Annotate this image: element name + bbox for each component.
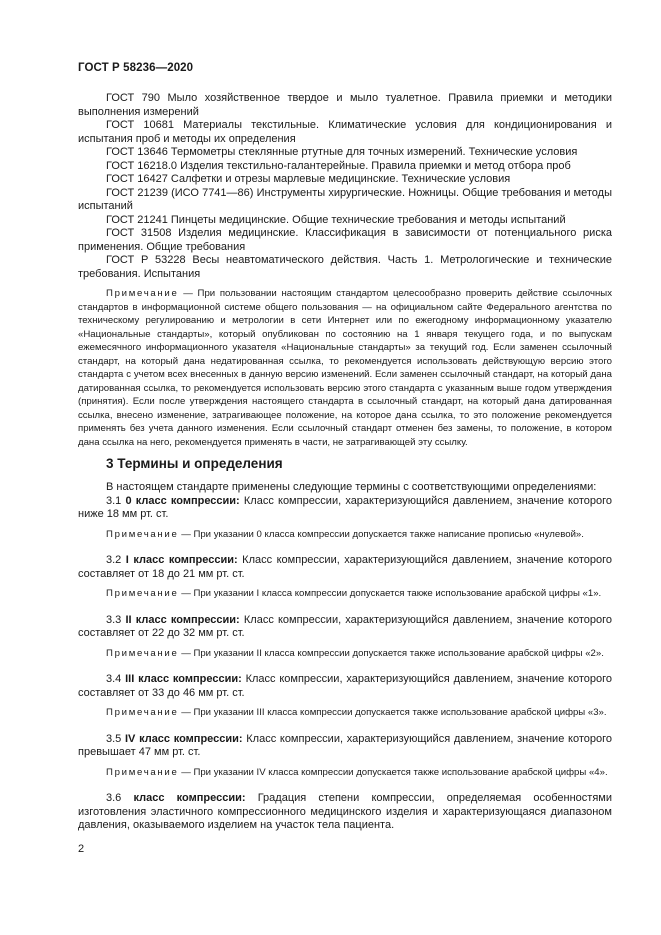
term-number: 3.2 [106,554,126,566]
note-text: — При пользовании настоящим стандартом целесообразно проверить действие ссылочных стандартов в информационной системе общего пользования — на официальном сайте Федерального агентства по техническому регулированию и метрологии в сети Интернет или по ежегодному информационному указателю «Национальные стандарты», который опубликован по состоянию на 1 января текущего года, и по выпускам ежемесячного информационного указателя «Национальные стандарты» за текущий год. Если заменен ссылочный стандарт, на который дана недатированная ссылка, то рекомендуется использовать действующую версию этого стандарта с учетом всех внесенных в данную версию изменений. Если заменен ссылочный стандарт, на который дана датированная ссылка, то рекомендуется использовать версию этого стандарта с указанным выше годом утверждения (принятия). Если после утверждения настоящего стандарта в ссылочный стандарт, на который дана датированная ссылка, внесено изменение, затрагивающее положение, на которое дана ссылка, то это положение рекомендуется применять без учета данного изменения. Если ссылочный стандарт отменен без замены, то положение, в котором дана ссылка на него, рекомендуется применять в части, не затрагивающей эту ссылку. [78,288,612,448]
term-name: II класс компрессии: [125,613,240,626]
note-text: — При указании I класса компрессии допускается также использование арабской цифры «1». [178,588,602,599]
note-text: — При указании III класса компрессии допускается также использование арабской цифры «3». [178,707,607,718]
reference-item: ГОСТ 31508 Изделия медицинские. Классификация в зависимости от потенциального риска применения. Общие требования [78,227,612,253]
term-number: 3.5 [106,732,125,745]
term-definition: Класс компрессии, характеризующийся давлением, значение которого ниже 18 мм рт. ст. [78,494,612,520]
term-note [78,528,612,542]
reference-item: ГОСТ 790 Мыло хозяйственное твердое и мыло туалетное. Правила приемки и методики выполнения измерений [78,92,612,118]
term-note [78,587,612,601]
term-name: класс компрессии: [133,792,246,804]
term-definition: Класс компрессии, характеризующийся давлением, значение которого составляет от 18 до 21 мм рт. ст. [78,554,612,580]
references-note [78,287,612,449]
note-text: — При указании II класса компрессии допускается также использование арабской цифры «2». [178,647,604,659]
reference-item: ГОСТ 13646 Термометры стеклянные ртутные для точных измерений. Технические условия [106,146,578,158]
reference-item: ГОСТ 21239 (ИСО 7741—86) Инструменты хирургические. Ножницы. Общие требования и методы испытаний [78,186,612,212]
note-label: Примечание [106,288,179,299]
note-label: Примечание [106,707,179,718]
term-definition: Класс компрессии, характеризующийся давлением, значение которого составляет от 22 до 32 мм рт. ст. [78,613,612,639]
document-header: ГОСТ Р 58236—2020 [78,62,194,74]
term-name: III класс компрессии: [125,673,242,685]
note-label: Примечание [106,588,179,599]
section-intro: В настоящем стандарте применены следующие термины с соответствующими определениями: [106,481,597,493]
reference-item: ГОСТ 16427 Салфетки и отрезы марлевые медицинские. Технические условия [106,173,511,185]
page-number: 2 [78,843,85,855]
note-text: — При указании 0 класса компрессии допускается также написание прописью «нулевой». [178,528,584,540]
term-number: 3.3 [106,613,126,626]
reference-item: ГОСТ 21241 Пинцеты медицинские. Общие технические требования и методы испытаний [106,213,566,226]
term-number: 3.1 [106,494,126,507]
term-number: 3.6 [106,792,134,804]
note-text: — При указании IV класса компрессии допускается также использование арабской цифры «4». [178,766,608,778]
note-label: Примечание [106,647,179,659]
section-title: 3 Термины и определения [106,456,283,471]
term-entry [78,673,612,700]
term-note [78,766,612,780]
note-label: Примечание [106,766,179,778]
term-entry [78,733,612,760]
term-note [78,647,612,661]
reference-item: ГОСТ 10681 Материалы текстильные. Климатические условия для кондиционирования и испытания проб и методы их определения [78,119,612,145]
term-name: I класс компрессии: [125,554,238,566]
term-name: 0 класс компрессии: [125,494,240,507]
term-name: IV класс компрессии: [124,732,243,745]
term-entry [78,614,612,641]
term-entry [78,554,612,581]
reference-item: ГОСТ Р 53228 Весы неавтоматического действия. Часть 1. Метрологические и технические требования. Испытания [78,254,612,280]
reference-item: ГОСТ 16218.0 Изделия текстильно-галантерейные. Правила приемки и метод отбора проб [106,159,571,172]
note-label: Примечание [106,528,179,540]
term-definition: Класс компрессии, характеризующийся давлением, значение которого составляет от 33 до 46 мм рт. ст. [78,673,612,699]
normative-references [78,92,612,449]
term-entry [78,495,612,522]
terms-section [78,481,612,833]
term-entry [78,792,612,833]
term-definition: Класс компрессии, характеризующийся давлением, значение которого превышает 47 мм рт. ст. [78,732,612,758]
term-definition: Градация степени компрессии, определяемая особенностями изготовления эластичного компрессионного медицинского изделия и характеризующаяся диапазоном давления, оказываемого изделием на участок тела пациента. [78,792,612,831]
term-number: 3.4 [106,673,126,685]
term-note [78,706,612,720]
